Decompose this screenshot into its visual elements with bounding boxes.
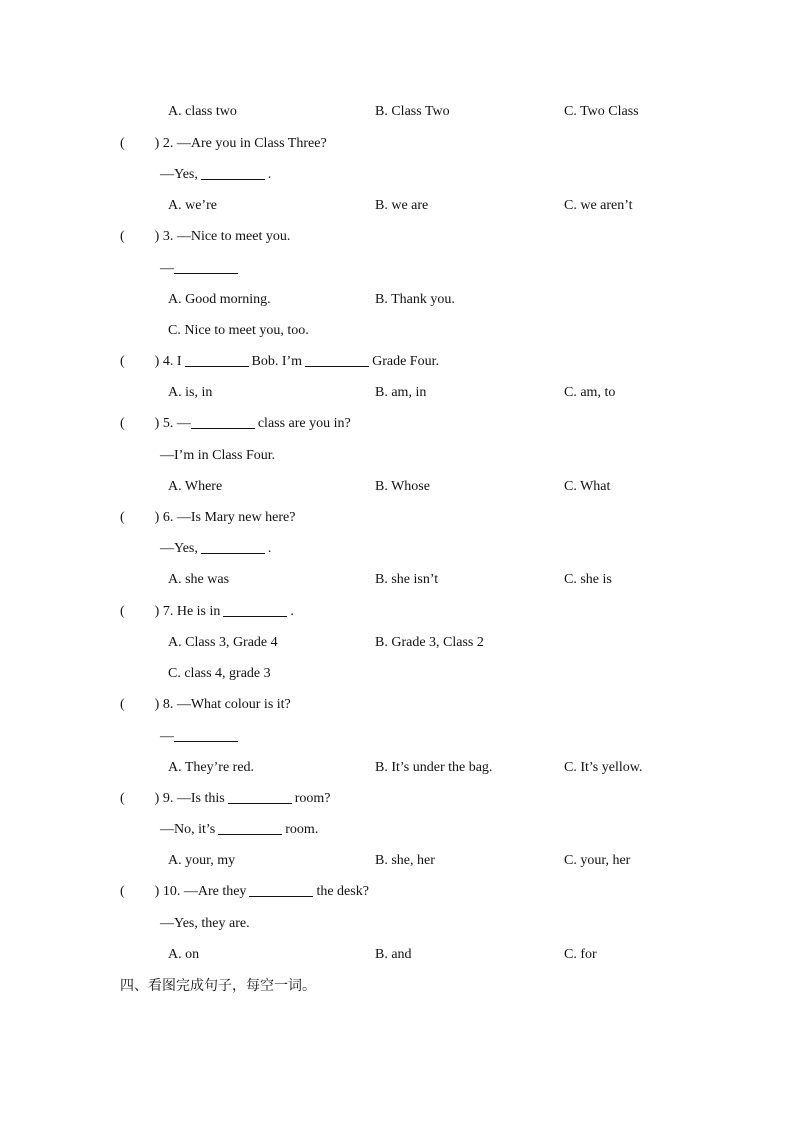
q7-text: He is in xyxy=(176,604,221,619)
q6-response-end: . xyxy=(267,541,272,556)
answer-blank[interactable] xyxy=(201,165,265,180)
q6-option-a: A. she was xyxy=(168,572,230,587)
q3-response-dash: — xyxy=(160,261,174,276)
answer-paren-close: ) xyxy=(154,697,160,712)
answer-blank[interactable] xyxy=(249,882,313,897)
q3-option-a: A. Good morning. xyxy=(168,292,271,307)
q9-stem xyxy=(120,789,330,809)
q9-number: 9. xyxy=(162,791,174,806)
q4-option-a: A. is, in xyxy=(168,385,213,400)
q9-response-2: room. xyxy=(285,822,319,837)
answer-paren-close: ) xyxy=(154,229,160,244)
q4-number: 4. xyxy=(162,354,174,369)
answer-paren-close: ) xyxy=(154,416,160,431)
q4-text-2: Bob. I’m xyxy=(251,354,303,369)
answer-paren-open: ( xyxy=(120,416,125,431)
section-4-heading: 四、看图完成句子，每空一词。 xyxy=(120,978,316,994)
q2-prompt: —Are you in Class Three? xyxy=(176,136,327,151)
answer-paren-close: ) xyxy=(154,510,160,525)
answer-paren-open: ( xyxy=(120,510,125,525)
q6-prompt: —Is Mary new here? xyxy=(176,510,296,525)
answer-paren-open: ( xyxy=(120,697,125,712)
q6-option-c: C. she is xyxy=(564,572,612,587)
answer-blank[interactable] xyxy=(201,539,265,554)
q10-text-2: the desk? xyxy=(316,884,369,899)
q3-option-c: C. Nice to meet you, too. xyxy=(168,323,309,338)
q2-option-c: C. we aren’t xyxy=(564,198,633,213)
answer-paren-open: ( xyxy=(120,604,125,619)
answer-paren-close: ) xyxy=(154,791,160,806)
q9-option-b: B. she, her xyxy=(375,853,435,868)
q9-text-1: —Is this xyxy=(176,791,225,806)
q5-response: —I’m in Class Four. xyxy=(160,448,276,463)
q2-response xyxy=(160,165,271,185)
q2-option-a: A. we’re xyxy=(168,198,217,213)
q2-number: 2. xyxy=(162,136,174,151)
q3-option-b: B. Thank you. xyxy=(375,292,455,307)
q9-option-a: A. your, my xyxy=(168,853,236,868)
q6-number: 6. xyxy=(162,510,174,525)
answer-paren-close: ) xyxy=(154,604,160,619)
q3-stem xyxy=(120,227,290,247)
q8-response xyxy=(160,727,238,747)
q3-number: 3. xyxy=(162,229,174,244)
q5-option-b: B. Whose xyxy=(375,479,430,494)
q6-stem xyxy=(120,508,295,528)
answer-paren-close: ) xyxy=(154,884,160,899)
answer-blank[interactable] xyxy=(191,414,255,429)
answer-blank[interactable] xyxy=(185,352,249,367)
answer-blank[interactable] xyxy=(228,789,292,804)
q10-option-c: C. for xyxy=(564,947,597,962)
q5-option-a: A. Where xyxy=(168,479,223,494)
q5-dash: — xyxy=(176,416,191,431)
q7-option-b: B. Grade 3, Class 2 xyxy=(375,635,484,650)
q5-text: class are you in? xyxy=(257,416,351,431)
q9-option-c: C. your, her xyxy=(564,853,631,868)
q5-number: 5. xyxy=(162,416,174,431)
q8-number: 8. xyxy=(162,697,174,712)
q1-option-b: B. Class Two xyxy=(375,104,450,119)
q4-option-b: B. am, in xyxy=(375,385,427,400)
q8-prompt: —What colour is it? xyxy=(176,697,291,712)
q10-option-b: B. and xyxy=(375,947,412,962)
q2-response-end: . xyxy=(267,167,272,182)
answer-blank[interactable] xyxy=(218,820,282,835)
answer-blank[interactable] xyxy=(174,727,238,742)
answer-paren-open: ( xyxy=(120,884,125,899)
answer-blank[interactable] xyxy=(305,352,369,367)
answer-paren-open: ( xyxy=(120,791,125,806)
answer-paren-open: ( xyxy=(120,354,125,369)
q7-end: . xyxy=(290,604,294,619)
q7-option-a: A. Class 3, Grade 4 xyxy=(168,635,278,650)
q8-stem xyxy=(120,695,291,715)
answer-paren-close: ) xyxy=(154,354,160,369)
q6-response xyxy=(160,539,271,559)
q9-response-1: —No, it’s xyxy=(160,822,216,837)
q10-stem xyxy=(120,882,369,902)
q2-option-b: B. we are xyxy=(375,198,429,213)
q7-option-c: C. class 4, grade 3 xyxy=(168,666,271,681)
answer-paren-open: ( xyxy=(120,229,125,244)
answer-paren-open: ( xyxy=(120,136,125,151)
q1-option-a: A. class two xyxy=(168,104,237,119)
q9-text-2: room? xyxy=(294,791,331,806)
q4-text-1: I xyxy=(176,354,182,369)
q5-stem xyxy=(120,414,351,434)
q9-response xyxy=(160,820,318,840)
q5-option-c: C. What xyxy=(564,479,611,494)
q10-text-1: —Are they xyxy=(183,884,247,899)
q1-option-c: C. Two Class xyxy=(564,104,639,119)
q3-response xyxy=(160,259,238,279)
q10-option-a: A. on xyxy=(168,947,200,962)
q2-response-text: —Yes, xyxy=(160,167,198,182)
q4-stem xyxy=(120,352,439,372)
q7-stem xyxy=(120,602,294,622)
q8-option-c: C. It’s yellow. xyxy=(564,760,643,775)
q2-stem xyxy=(120,134,327,154)
q10-number: 10. xyxy=(162,884,181,899)
answer-blank[interactable] xyxy=(223,602,287,617)
q8-response-dash: — xyxy=(160,729,174,744)
q6-response-text: —Yes, xyxy=(160,541,198,556)
q10-response: —Yes, they are. xyxy=(160,916,250,931)
q4-option-c: C. am, to xyxy=(564,385,616,400)
q8-option-b: B. It’s under the bag. xyxy=(375,760,493,775)
q6-option-b: B. she isn’t xyxy=(375,572,439,587)
q3-prompt: —Nice to meet you. xyxy=(176,229,291,244)
q8-option-a: A. They’re red. xyxy=(168,760,255,775)
q4-text-3: Grade Four. xyxy=(372,354,439,369)
answer-paren-close: ) xyxy=(154,136,160,151)
q7-number: 7. xyxy=(162,604,174,619)
answer-blank[interactable] xyxy=(174,259,238,274)
